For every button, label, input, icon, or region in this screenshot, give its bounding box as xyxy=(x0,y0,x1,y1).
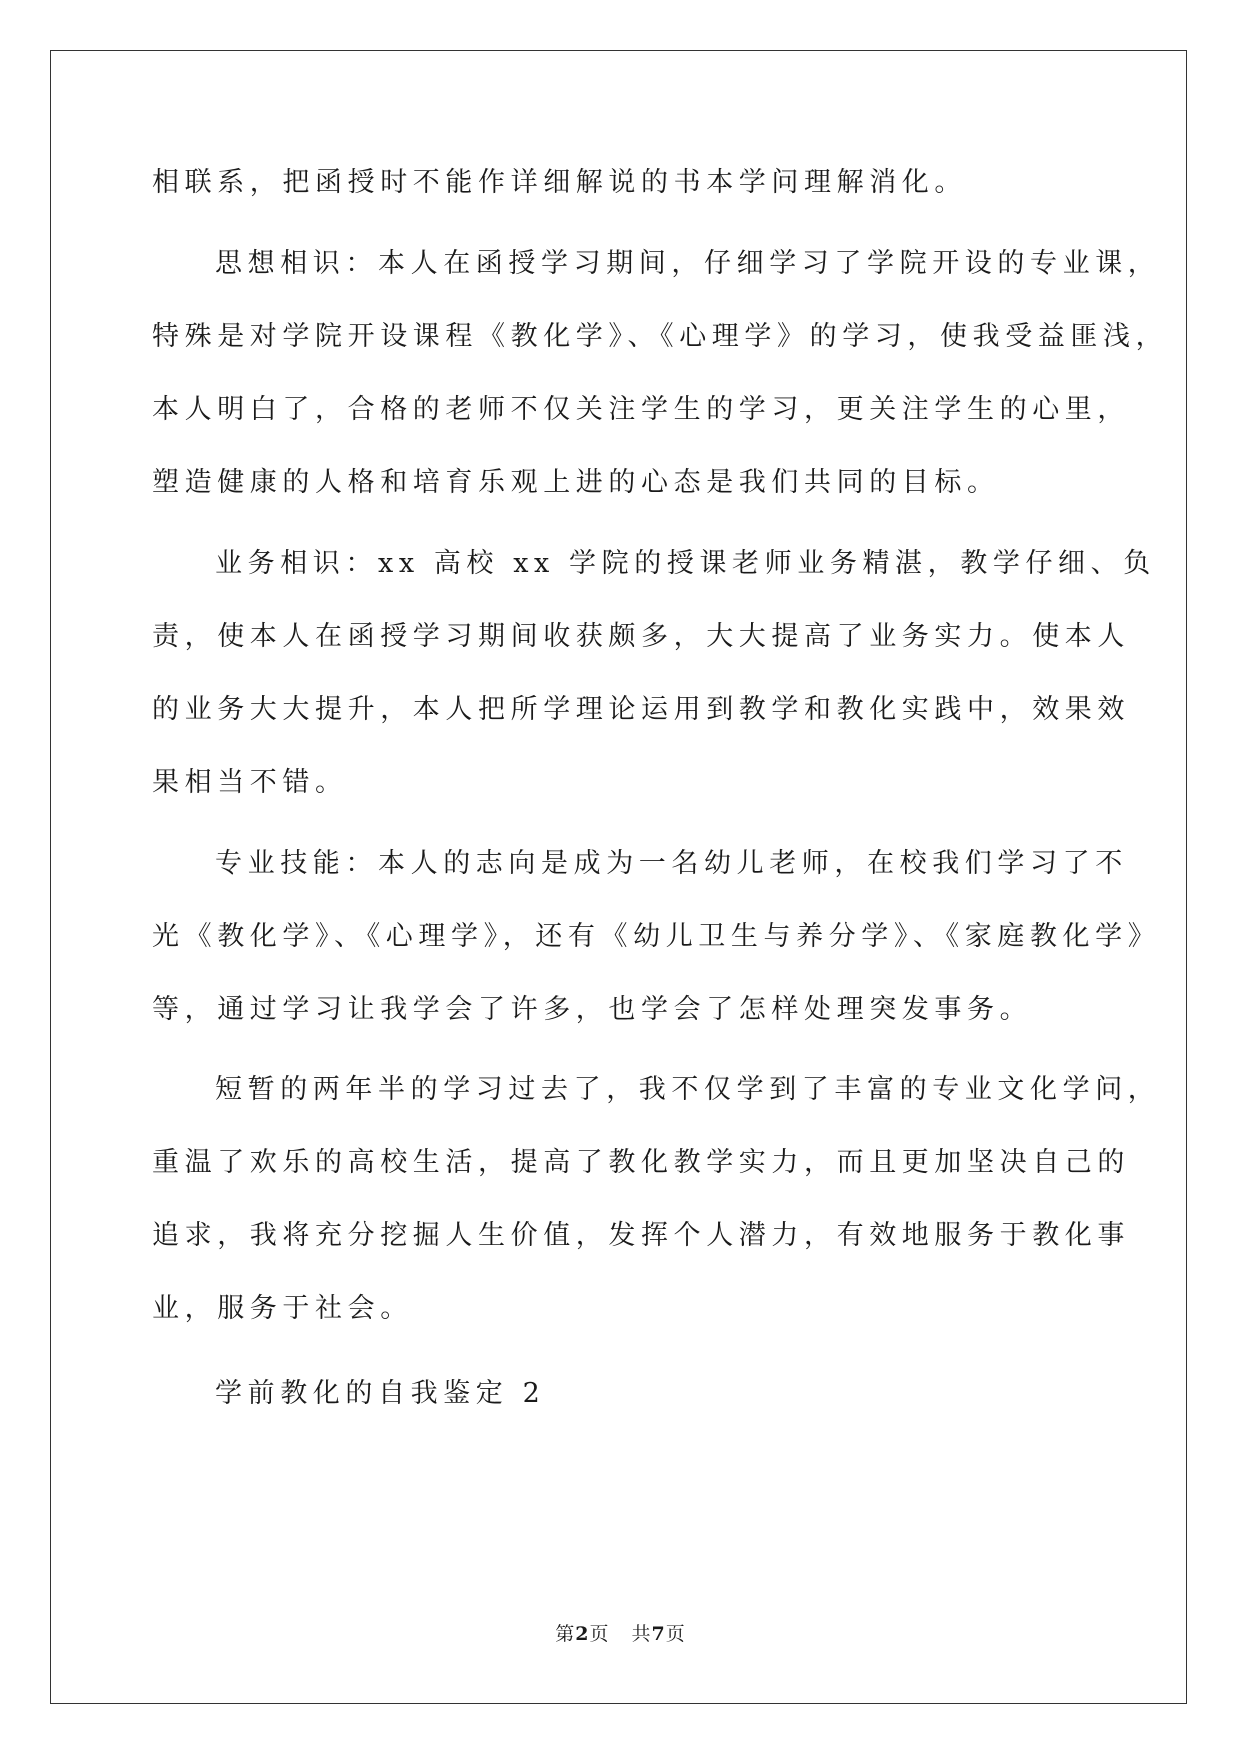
body-line: 特殊是对学院开设课程《教化学》、《心理学》的学习，使我受益匪浅， xyxy=(152,321,1169,352)
body-line: 光《教化学》、《心理学》，还有《幼儿卫生与养分学》、《家庭教化学》 xyxy=(152,921,1161,952)
footer-page-prefix: 第 xyxy=(555,1623,576,1645)
body-line: 等，通过学习让我学会了许多，也学会了怎样处理突发事务。 xyxy=(152,994,1033,1025)
page-footer xyxy=(0,1622,1241,1646)
body-line: 本人明白了，合格的老师不仅关注学生的学习，更关注学生的心里， xyxy=(152,394,1130,425)
body-line: 业，服务于社会。 xyxy=(152,1293,413,1324)
body-line: 短暂的两年半的学习过去了，我不仅学到了丰富的专业文化学问， xyxy=(215,1074,1161,1105)
footer-page-current: 2 xyxy=(575,1623,590,1645)
body-line: 相联系，把函授时不能作详细解说的书本学问理解消化。 xyxy=(152,167,967,198)
section-heading: 学前教化的自我鉴定 2 xyxy=(215,1378,546,1409)
body-line: 责，使本人在函授学习期间收获颇多，大大提高了业务实力。使本人 xyxy=(152,621,1130,652)
body-line: 塑造健康的人格和培育乐观上进的心态是我们共同的目标。 xyxy=(152,467,1000,498)
footer-total-prefix: 共 xyxy=(631,1623,652,1645)
footer-total-suffix: 页 xyxy=(665,1623,686,1645)
body-line: 果相当不错。 xyxy=(152,767,348,798)
body-line: 追求，我将充分挖掘人生价值，发挥个人潜力，有效地服务于教化事 xyxy=(152,1220,1130,1251)
footer-page-total: 7 xyxy=(651,1623,666,1645)
body-line: 专业技能：本人的志向是成为一名幼儿老师，在校我们学习了不 xyxy=(215,848,1128,879)
body-line: 的业务大大提升，本人把所学理论运用到教学和教化实践中，效果效 xyxy=(152,694,1130,725)
body-line: 重温了欢乐的高校生活，提高了教化教学实力，而且更加坚决自己的 xyxy=(152,1147,1130,1178)
footer-page-suffix: 页 xyxy=(589,1623,610,1645)
body-line: 业务相识：xx 高校 xx 学院的授课老师业务精湛，教学仔细、负 xyxy=(215,548,1156,579)
body-line: 思想相识：本人在函授学习期间，仔细学习了学院开设的专业课， xyxy=(215,248,1161,279)
